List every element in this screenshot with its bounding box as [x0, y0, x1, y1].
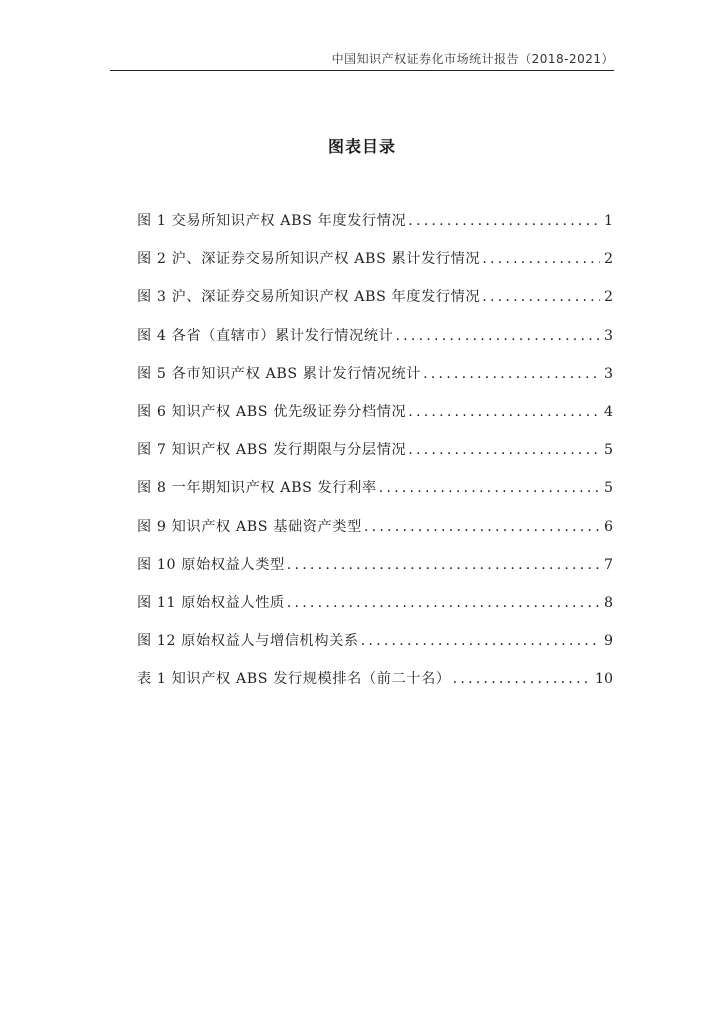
toc-leader-dots	[482, 246, 600, 272]
toc-entry[interactable]	[137, 552, 613, 590]
toc-entry-page: 5	[603, 442, 613, 459]
toc-entry-label: 图 7 知识产权 ABS 发行期限与分层情况	[137, 442, 407, 459]
toc-entry[interactable]	[137, 437, 613, 475]
toc-entry[interactable]	[137, 208, 613, 246]
toc-entry[interactable]	[137, 590, 613, 628]
toc-entry[interactable]	[137, 284, 613, 322]
toc-leader-dots	[408, 208, 600, 234]
toc-entry-page: 3	[603, 327, 613, 344]
toc-entry-label: 图 4 各省（直辖市）累计发行情况统计	[137, 327, 394, 344]
toc-entry[interactable]	[137, 361, 613, 399]
toc-entry-label: 图 8 一年期知识产权 ABS 发行利率	[137, 480, 377, 497]
toc-entry-page: 8	[603, 594, 613, 611]
toc-leader-dots	[287, 590, 600, 616]
toc-entry-page: 4	[603, 403, 613, 420]
toc-leader-dots	[364, 514, 600, 540]
toc-entry-label: 图 6 知识产权 ABS 优先级证券分档情况	[137, 403, 407, 420]
toc-entry[interactable]	[137, 399, 613, 437]
toc-leader-dots	[482, 284, 600, 310]
header-divider	[110, 70, 614, 71]
toc-entry-label: 图 3 沪、深证券交易所知识产权 ABS 年度发行情况	[137, 289, 481, 306]
toc-leader-dots	[287, 552, 600, 578]
toc-entry[interactable]	[137, 514, 613, 552]
toc-leader-dots	[408, 399, 600, 425]
toc-entry[interactable]	[137, 323, 613, 361]
toc-entry-page: 3	[603, 365, 613, 382]
toc-entry-page: 2	[603, 289, 613, 306]
toc-leader-dots	[423, 361, 600, 387]
toc-entry-page: 6	[603, 518, 613, 535]
running-header: 中国知识产权证券化市场统计报告（2018-2021）	[331, 52, 614, 66]
toc-entry-label: 图 9 知识产权 ABS 基础资产类型	[137, 518, 362, 535]
toc-entry-label: 图 11 原始权益人性质	[137, 594, 285, 611]
toc-entry-page: 1	[603, 213, 613, 229]
toc-entry-page: 5	[603, 480, 613, 497]
toc-entry-label: 图 10 原始权益人类型	[137, 556, 285, 573]
toc-leader-dots	[361, 628, 600, 654]
toc-entry[interactable]	[137, 666, 613, 704]
toc-entry[interactable]	[137, 246, 613, 284]
toc-title: 图表目录	[327, 137, 396, 156]
toc-entry-page: 9	[603, 633, 613, 650]
toc-entry[interactable]	[137, 475, 613, 513]
toc-leader-dots	[395, 323, 600, 349]
toc-leader-dots	[453, 666, 591, 692]
toc-entry-label: 图 1 交易所知识产权 ABS 年度发行情况	[137, 213, 407, 229]
toc-entry[interactable]	[137, 628, 613, 666]
toc-entry-label: 表 1 知识产权 ABS 发行规模排名（前二十名）	[137, 671, 451, 688]
toc-list	[137, 208, 613, 704]
toc-entry-page: 7	[603, 556, 613, 573]
toc-entry-label: 图 12 原始权益人与增信机构关系	[137, 633, 359, 650]
toc-entry-page: 10	[594, 671, 613, 688]
toc-entry-label: 图 2 沪、深证券交易所知识产权 ABS 累计发行情况	[137, 251, 481, 268]
toc-leader-dots	[408, 437, 600, 463]
toc-entry-label: 图 5 各市知识产权 ABS 累计发行情况统计	[137, 365, 422, 382]
toc-leader-dots	[379, 475, 600, 501]
toc-entry-page: 2	[603, 251, 613, 268]
